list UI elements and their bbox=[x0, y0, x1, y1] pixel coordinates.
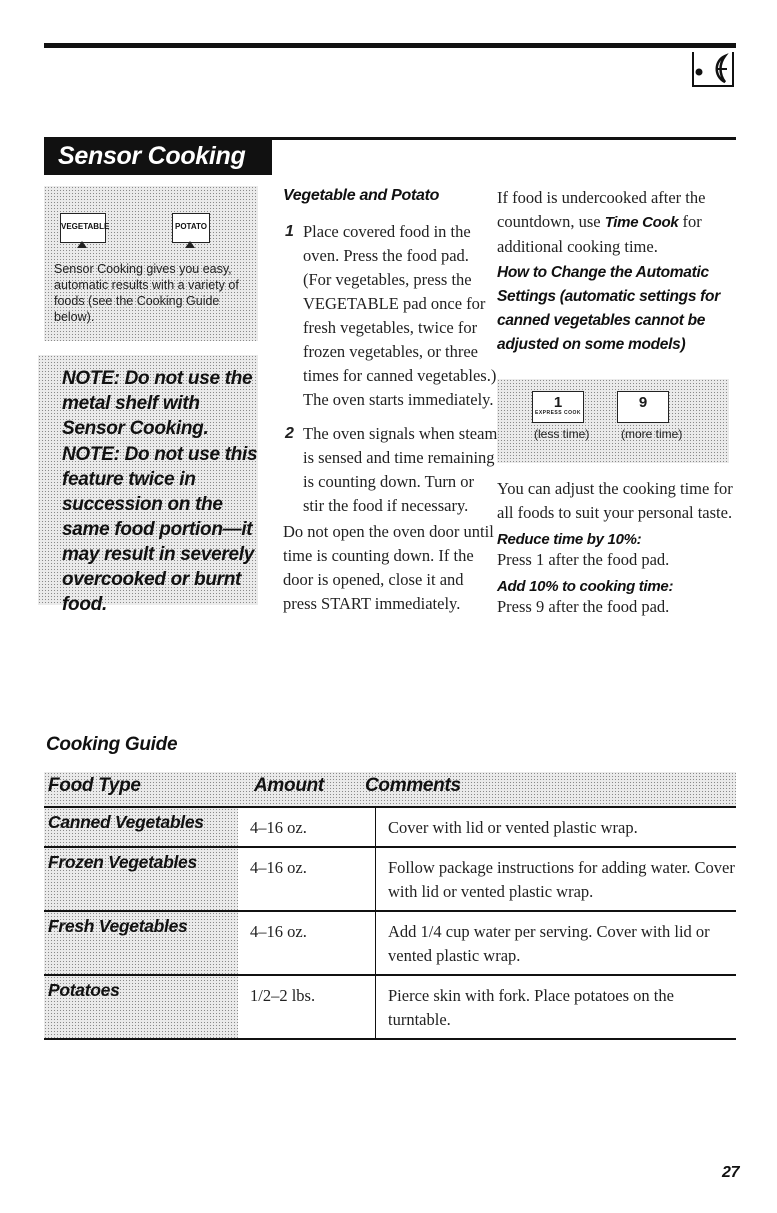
cooking-guide-table bbox=[44, 806, 736, 1040]
change-settings-heading: How to Change the Automatic Settings (automatic settings for canned vegetables cannot be adjusted on some models) bbox=[497, 264, 720, 353]
step-2 bbox=[283, 422, 498, 518]
section-title: Sensor Cooking bbox=[58, 142, 246, 170]
step-number: 2 bbox=[285, 425, 294, 442]
undercooked-text: If food is undercooked after the countdown, use Time Cook for additional cooking time. bbox=[497, 188, 706, 256]
vegetable-potato-column bbox=[283, 186, 498, 616]
add-text: Press 9 after the food pad. bbox=[497, 597, 670, 616]
step-number: 1 bbox=[285, 223, 294, 240]
food-cell: Fresh Vegetables bbox=[44, 911, 238, 975]
note-twice: NOTE: Do not use this feature twice in succession on the same food portion—it may result in severely overcooked or burnt food. bbox=[62, 444, 258, 615]
microwave-section-icon bbox=[691, 50, 735, 88]
control-panel-illustration bbox=[44, 186, 258, 341]
step-1 bbox=[283, 220, 498, 412]
amount-cell: 4–16 oz. bbox=[238, 847, 376, 911]
add-heading: Add 10% to cooking time: bbox=[497, 578, 674, 595]
header-comments: Comments bbox=[365, 775, 461, 796]
adjust-keys-illustration bbox=[497, 379, 729, 463]
header-food-type: Food Type bbox=[48, 775, 141, 796]
food-cell: Frozen Vegetables bbox=[44, 847, 238, 911]
vegetable-potato-heading: Vegetable and Potato bbox=[283, 187, 440, 204]
key-1: 1 EXPRESS COOK bbox=[532, 391, 584, 423]
more-time-label: (more time) bbox=[621, 427, 683, 441]
table-row bbox=[44, 975, 736, 1039]
caret-up-icon bbox=[185, 241, 195, 248]
table-row bbox=[44, 911, 736, 975]
note-metal-shelf: NOTE: Do not use the metal shelf with Sensor Cooking. bbox=[62, 368, 253, 439]
less-time-label: (less time) bbox=[534, 427, 590, 441]
page-number: 27 bbox=[722, 1164, 740, 1181]
food-cell: Potatoes bbox=[44, 975, 238, 1039]
cooking-guide-title: Cooking Guide bbox=[46, 734, 178, 755]
door-text: Do not open the oven door until time is counting down. If the door is opened, close it and press START immediately. bbox=[283, 522, 494, 613]
step-text: The oven signals when steam is sensed and time remaining is counting down. Turn or stir the food if necessary. bbox=[303, 424, 498, 515]
guide-header-row bbox=[44, 772, 736, 806]
table-row bbox=[44, 807, 736, 847]
header-amount: Amount bbox=[254, 775, 324, 796]
key-9: 9 bbox=[617, 391, 669, 423]
comments-cell: Pierce skin with fork. Place potatoes on the turntable. bbox=[388, 986, 674, 1029]
food-cell: Canned Vegetables bbox=[44, 807, 238, 847]
caret-up-icon bbox=[77, 241, 87, 248]
comments-cell: Add 1/4 cup water per serving. Cover with lid or vented plastic wrap. bbox=[388, 922, 710, 965]
adjust-text: You can adjust the cooking time for all foods to suit your personal taste. bbox=[497, 479, 733, 522]
step-text: Place covered food in the oven. Press the food pad. (For vegetables, press the VEGETABLE pad once for fresh vegetables, twice for frozen vegetables, or three times for canned vegetables.) The oven starts immediately. bbox=[303, 222, 497, 409]
reduce-text: Press 1 after the food pad. bbox=[497, 550, 670, 569]
potato-pad: POTATO bbox=[172, 213, 210, 243]
amount-cell: 4–16 oz. bbox=[238, 911, 376, 975]
time-cook-label: Time Cook bbox=[604, 214, 679, 231]
comments-cell: Cover with lid or vented plastic wrap. bbox=[388, 818, 638, 837]
comments-cell: Follow package instructions for adding water. Cover with lid or vented plastic wrap. bbox=[388, 858, 735, 901]
right-column bbox=[497, 186, 742, 619]
panel-caption: Sensor Cooking gives you easy, automatic results with a variety of foods (see the Cooking Guide below). bbox=[54, 262, 239, 324]
amount-cell: 4–16 oz. bbox=[238, 807, 376, 847]
table-row bbox=[44, 847, 736, 911]
section-rule bbox=[272, 137, 736, 140]
vegetable-pad: VEGETABLE bbox=[60, 213, 106, 243]
top-rule bbox=[44, 43, 736, 48]
reduce-heading: Reduce time by 10%: bbox=[497, 531, 642, 548]
note-box bbox=[38, 355, 258, 615]
amount-cell: 1/2–2 lbs. bbox=[238, 975, 376, 1039]
